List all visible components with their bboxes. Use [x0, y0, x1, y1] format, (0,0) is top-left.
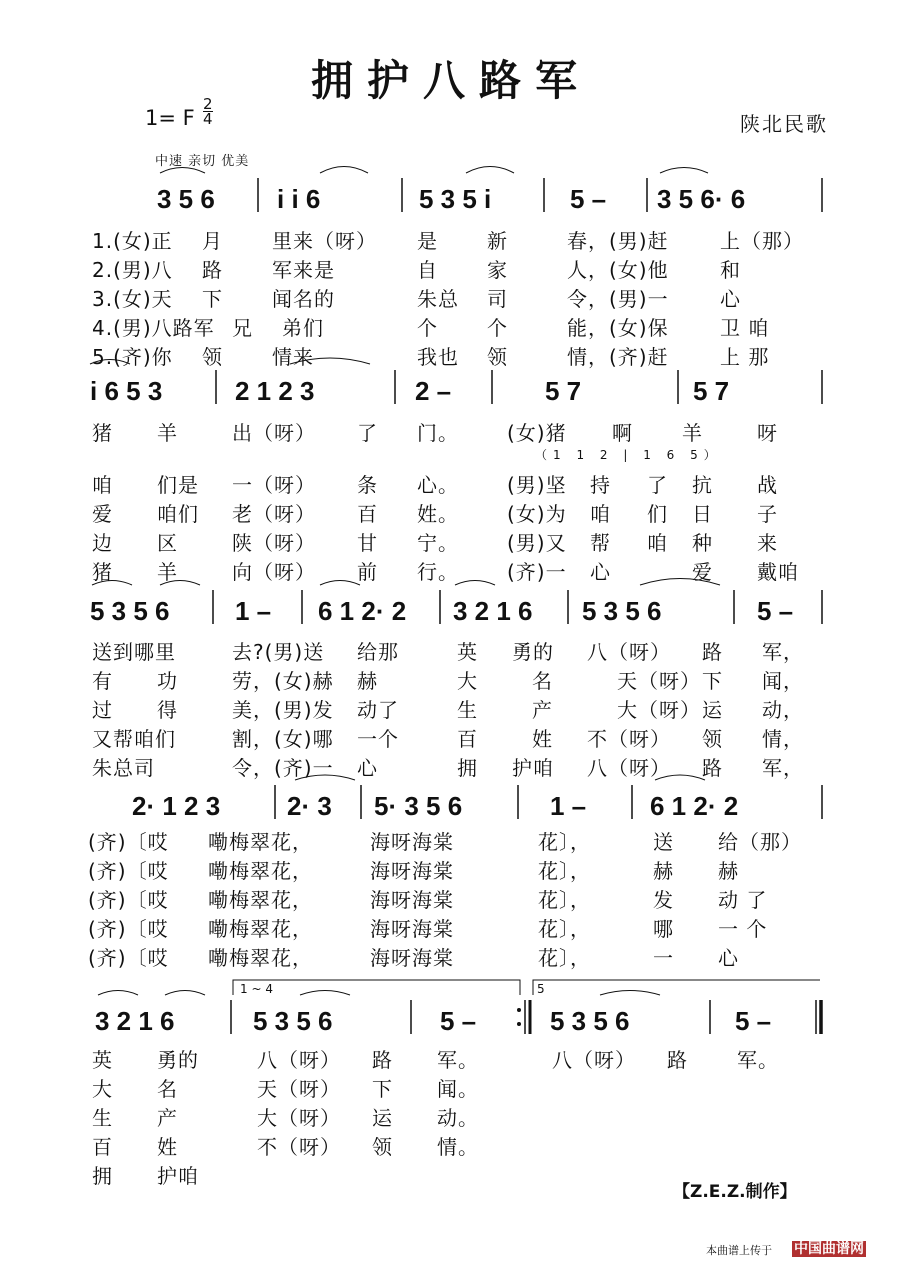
upload-note: 本曲谱上传于 [706, 1244, 772, 1257]
volta-2-label: 5 [537, 982, 545, 996]
site-logo: 中国曲谱网 [794, 1241, 864, 1257]
time-signature: 2 4 [203, 95, 213, 128]
key-signature: 1= F [145, 106, 195, 130]
volta-1-label: 1 ~ 4 [240, 982, 273, 996]
credit-label: 【Z.E.Z.制作】 [673, 1182, 797, 1202]
tempo-marking: 中速 亲切 优美 [155, 154, 250, 169]
page-title: 拥护八路军 [310, 56, 591, 105]
alt-notes: （1 1 2 | 1 6 5） [535, 448, 722, 462]
song-source: 陕北民歌 [740, 112, 828, 136]
